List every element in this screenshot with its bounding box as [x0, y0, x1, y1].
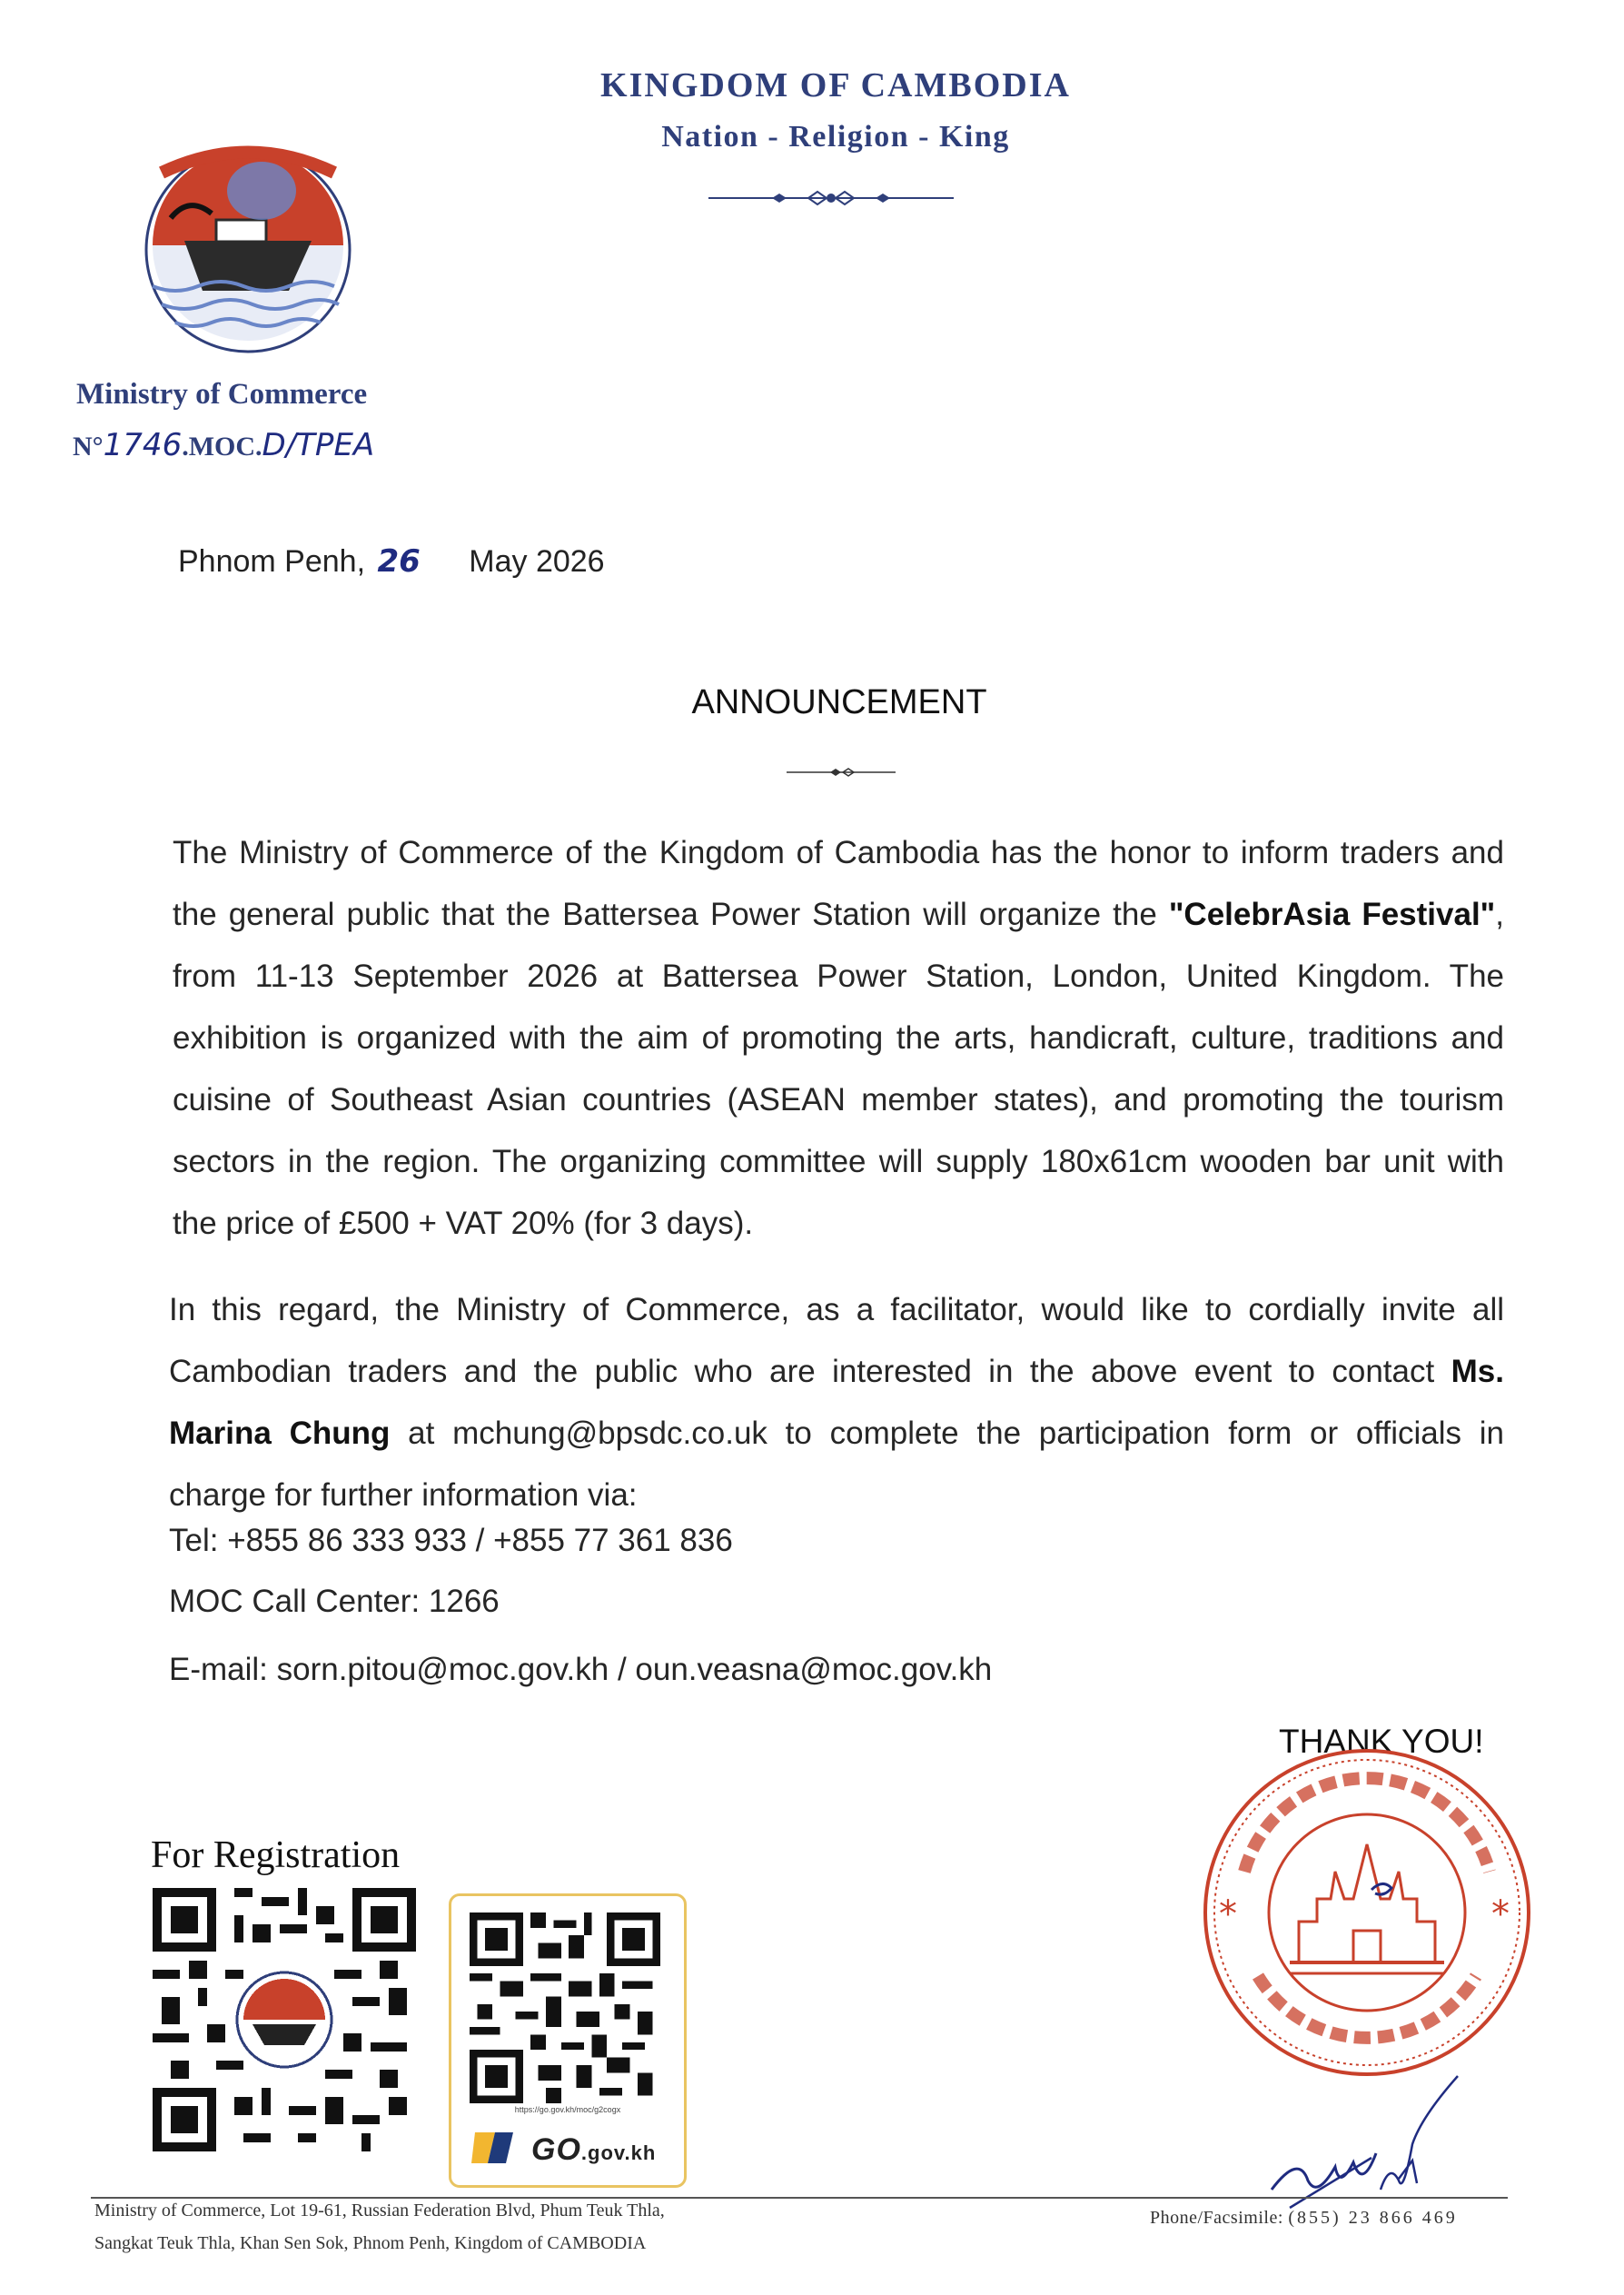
body-paragraph-2 — [169, 1279, 1504, 1526]
ministry-name: Ministry of Commerce — [76, 378, 368, 411]
official-seal-icon — [1181, 1735, 1553, 2090]
registration-label: For Registration — [151, 1834, 401, 1876]
ref-prefix: N° — [73, 432, 104, 462]
paragraph-1-rest: , from 11-13 September 2026 at Battersea Power Station, London, United Kingdom. The exhibition is organized with the aim of promoting the arts, handicraft, culture, traditions and cuisine of Southeast Asian countries (ASEAN member states), and promoting the tourism sectors in the region. The organizing committee will supply 180x61cm wooden bar unit with the price of £500 + VAT 20% (for 3 days). — [173, 897, 1504, 1241]
go-gov-qr-card[interactable] — [449, 1893, 687, 2188]
document-title: ANNOUNCEMENT — [691, 683, 987, 721]
ref-middle: .MOC. — [182, 432, 262, 462]
paragraph-1-lead: The Ministry of Commerce of the Kingdom of Cambodia has the honor to inform traders and the general public that the Battersea Power Station will organize the — [173, 835, 1504, 932]
ministry-emblem-icon — [134, 136, 361, 354]
footer-phone — [1150, 2208, 1458, 2229]
go-logo-main: GO — [531, 2132, 581, 2167]
go-gov-logo-mark-icon — [468, 2125, 519, 2171]
footer-phone-label: Phone/Facsimile: — [1150, 2208, 1289, 2228]
contact-telephone: Tel: +855 86 333 933 / +855 77 361 836 — [169, 1523, 733, 1558]
closing-thanks: THANK YOU! — [1279, 1723, 1484, 1760]
ref-number-handwritten: 1746 — [103, 427, 183, 463]
go-gov-short-url[interactable]: https://go.gov.kh/moc/g2cogx — [514, 2105, 621, 2114]
footer-address-line-2: Sangkat Teuk Thla, Khan Sen Sok, Phnom Penh, Kingdom of CAMBODIA — [94, 2233, 647, 2253]
registration-qr-code-icon[interactable] — [153, 1888, 416, 2151]
ornament-divider-top — [708, 187, 954, 209]
paragraph-2-rest: at mchung@bpsdc.co.uk to complete the participation form or officials in charge for further information via: — [169, 1416, 1505, 1513]
dateline — [178, 543, 605, 580]
ornament-divider-title — [787, 765, 896, 780]
go-gov-logo — [468, 2125, 668, 2171]
event-name: "CelebrAsia Festival" — [1168, 897, 1496, 932]
footer-phone-number: (855) 23 866 469 — [1288, 2208, 1458, 2228]
date-month-year: May 2026 — [469, 544, 605, 579]
svg-text:*: * — [1219, 1893, 1237, 1935]
go-logo-domain: .gov.kh — [580, 2141, 657, 2164]
svg-text:*: * — [1491, 1893, 1510, 1935]
footer-divider — [91, 2197, 1508, 2199]
footer-address-line-1: Ministry of Commerce, Lot 19-61, Russian Federation Blvd, Phum Teuk Thla, — [94, 2201, 665, 2220]
go-gov-qr-code-icon[interactable] — [470, 1912, 660, 2103]
go-gov-logo-text — [531, 2132, 656, 2168]
date-city: Phnom Penh, — [178, 544, 366, 579]
contact-email: E-mail: sorn.pitou@moc.gov.kh / oun.veasna@moc.gov.kh — [169, 1652, 993, 1687]
reference-number — [73, 427, 374, 463]
national-motto: Nation - Religion - King — [661, 120, 1010, 154]
ref-suffix-handwritten: D/TPEA — [262, 427, 375, 463]
signature-icon — [1263, 2071, 1480, 2217]
contact-name: Ms. Marina Chung — [169, 1354, 1504, 1451]
body-paragraph-1 — [173, 822, 1504, 1255]
date-day-handwritten: 26 — [377, 543, 421, 580]
contact-call-center: MOC Call Center: 1266 — [169, 1584, 500, 1619]
kingdom-heading: KINGDOM OF CAMBODIA — [600, 66, 1071, 104]
paragraph-2-lead: In this regard, the Ministry of Commerce, as a facilitator, would like to cordially invite all Cambodian traders and the public who are interested in the above event to contact — [169, 1292, 1504, 1389]
